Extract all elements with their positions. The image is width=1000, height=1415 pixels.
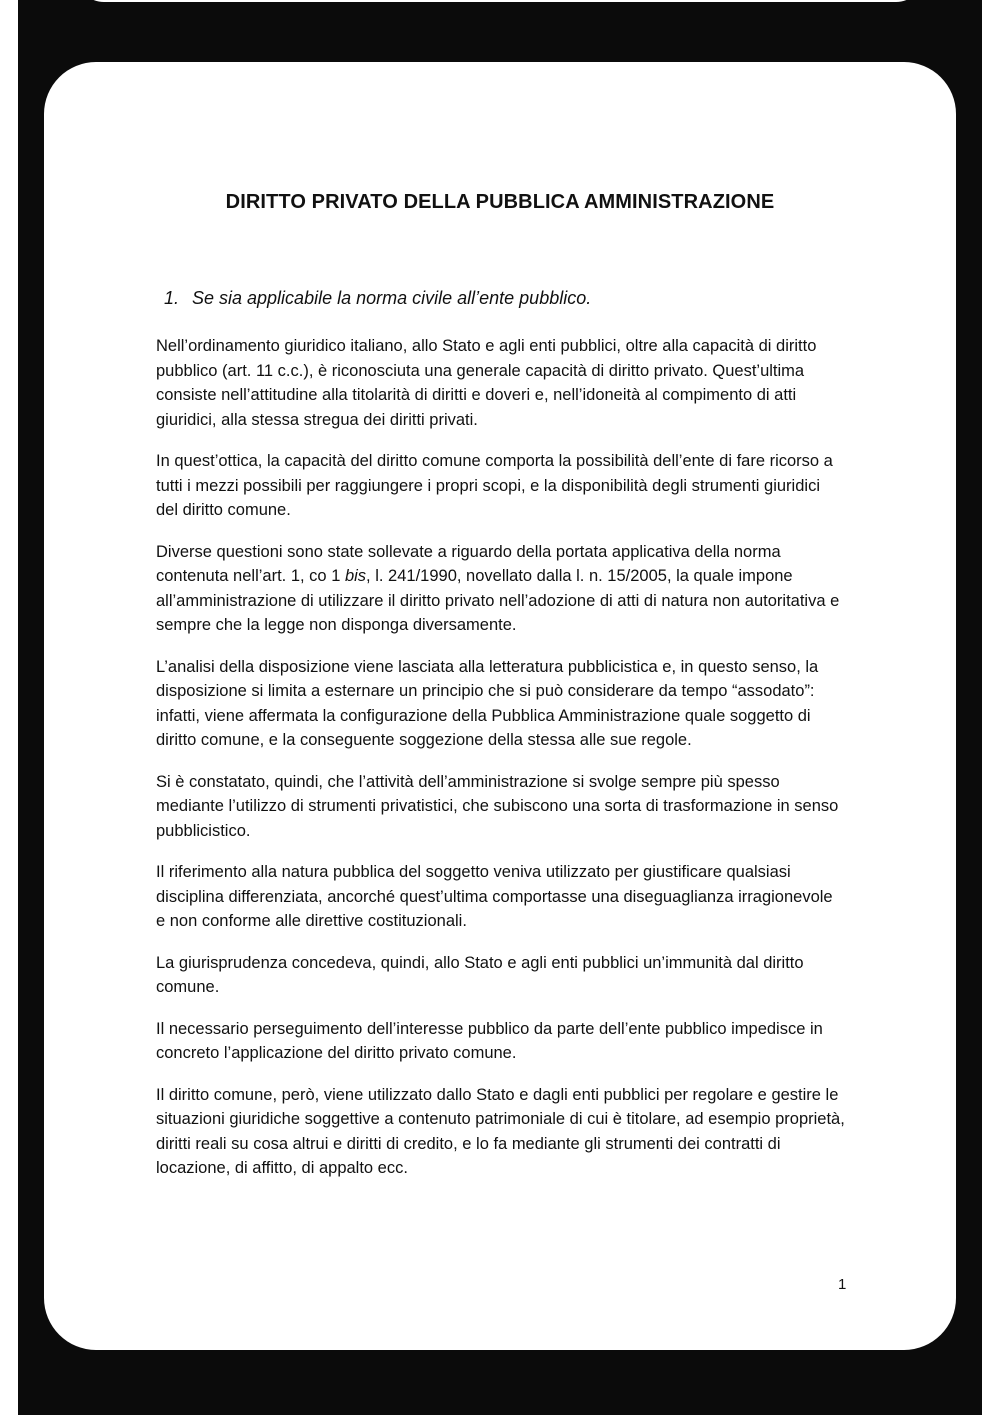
paragraph-8: Il necessario perseguimento dell’interesse pubblico da parte dell’ente pubblico impedisce in concreto l’applicazione del diritto privato comune.	[156, 1019, 823, 1062]
previous-page-edge	[76, 0, 924, 2]
paragraph-9: Il diritto comune, però, viene utilizzato dallo Stato e dagli enti pubblici per regolare e gestire le situazioni giuridiche soggettive a contenuto patrimoniale di cui è titolare, ad esempio proprietà, diritti reali su cosa altrui e diritti di credito, e lo fa mediante gli strumenti dei contratti di locazione, di affitto, di appalto ecc.	[156, 1085, 845, 1177]
document-page	[44, 62, 956, 1350]
document-body	[156, 334, 846, 1198]
paragraph-5: Si è constatato, quindi, che l’attività dell’amministrazione si svolge sempre più spesso mediante l’utilizzo di strumenti privatistici, che subiscono una sorta di trasformazione in senso pubblicistico.	[156, 772, 839, 840]
paragraph-1: Nell’ordinamento giuridico italiano, allo Stato e agli enti pubblici, oltre alla capacità di diritto pubblico (art. 11 c.c.), è riconosciuta una generale capacità di diritto privato. Quest’ultima consiste nell’attitudine alla titolarità di diritti e doveri e, nell’idoneità al compimento di atti giuridici, alla stessa stregua dei diritti privati.	[156, 337, 817, 429]
paragraph-3: Diverse questioni sono state sollevate a riguardo della portata applicativa della norma contenuta nell’art. 1, co 1 bis, l. 241/1990, novellato dalla l. n. 15/2005, la quale impone all’amministrazione di utilizzare il diritto privato nell’adozione di atti di natura non autoritativa e sempre che la legge non disponga diversamente.	[156, 542, 840, 634]
page-number: 1	[838, 1276, 847, 1293]
section-heading	[164, 288, 591, 309]
paragraph-7: La giurisprudenza concedeva, quindi, allo Stato e agli enti pubblici un’immunità dal diritto comune.	[156, 953, 804, 996]
viewer-background	[18, 0, 982, 1415]
paragraph-6: Il riferimento alla natura pubblica del soggetto veniva utilizzato per giustificare qualsiasi disciplina differenziata, ancorché quest’ultima comportasse una diseguaglianza irragionevole e non conforme alle direttive costituzionali.	[156, 863, 833, 930]
paragraph-2: In quest’ottica, la capacità del diritto comune comporta la possibilità dell’ente di fare ricorso a tutti i mezzi possibili per raggiungere i propri scopi, e la disponibilità degli strumenti giuridici del diritto comune.	[156, 452, 833, 519]
section-heading-text: Se sia applicabile la norma civile all’ente pubblico.	[192, 288, 592, 308]
section-number: 1.	[164, 288, 180, 308]
paragraph-4: L’analisi della disposizione viene lasciata alla letteratura pubblicistica e, in questo senso, la disposizione si limita a esternare un principio che si può considerare da tempo “assodato”: infatti, viene affermata la configurazione della Pubblica Amministrazione quale soggetto di diritto comune, e la conseguente soggezione della stessa alle sue regole.	[156, 657, 819, 749]
document-title: DIRITTO PRIVATO DELLA PUBBLICA AMMINISTRAZIONE	[225, 191, 775, 213]
